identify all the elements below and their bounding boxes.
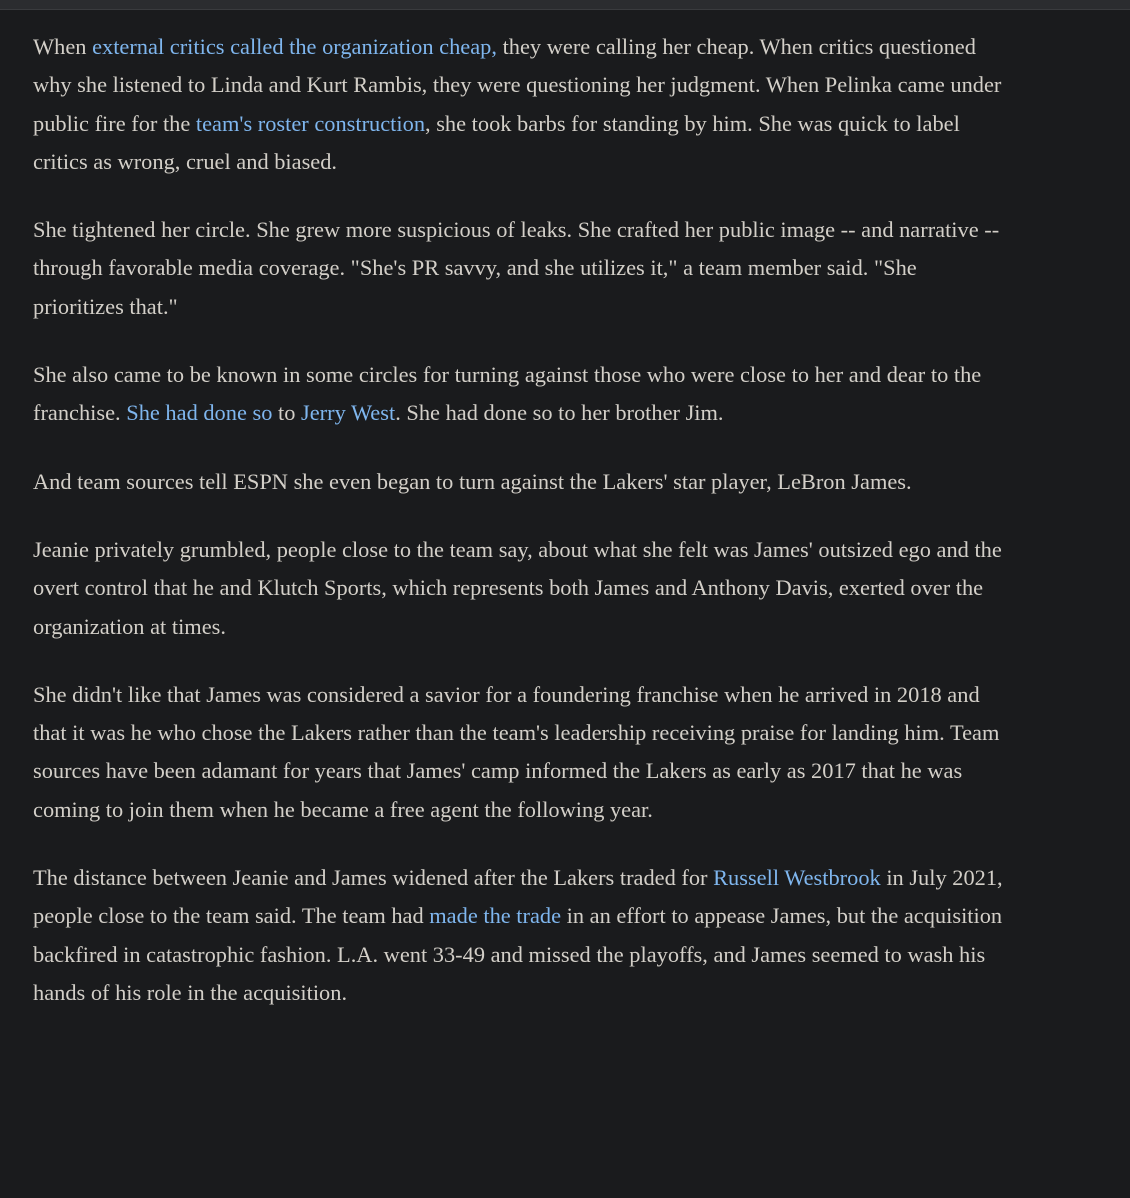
text-run: When [33, 34, 93, 59]
link-made-the-trade[interactable]: made the trade [429, 903, 562, 929]
top-toolbar-edge [0, 0, 1130, 10]
text-run: , she took barbs for standing by him. She was quick to label critics as wrong, cruel and biased. [33, 110, 960, 174]
paragraph-1 [33, 28, 1008, 181]
paragraph-4 [33, 463, 1008, 501]
text-run: Jeanie privately grumbled, people close to the team say, about what she felt was James' outsized ego and the overt control that he and Klutch Sports, which represents both James and Anthony Davis, exerted over the organization at times. [33, 536, 1002, 639]
paragraph-6 [33, 676, 1008, 829]
paragraph-3 [33, 356, 1008, 433]
paragraph-5 [33, 531, 1008, 646]
text-run: She also came to be known in some circles for turning against those who were close to her and dear to the franchise. [33, 362, 982, 426]
link-she-had-done-so[interactable]: She had done so [126, 400, 273, 426]
text-run: She didn't like that James was considered a savior for a foundering franchise when he arrived in 2018 and that it was he who chose the Lakers rather than the team's leadership receiving praise for landing him. Team sources have been adamant for years that James' camp informed the Lakers as early as 2017 that he was coming to join them when he became a free agent the following year. [33, 681, 1000, 822]
text-run: in July 2021, people close to the team said. The team had [33, 865, 1003, 929]
text-run: The distance between Jeanie and James widened after the Lakers traded for [33, 865, 714, 891]
text-run: And team sources tell ESPN she even began to turn against the Lakers' star player, LeBron James. [33, 468, 912, 494]
text-run: . She had done so to her brother Jim. [395, 400, 724, 426]
text-run: in an effort to appease James, but the acquisition backfired in catastrophic fashion. L.A. went 33-49 and missed the playoffs, and James seemed to wash his hands of his role in the acquisition. [33, 903, 1003, 1005]
text-run: they were calling her cheap. When critics questioned why she listened to Linda and Kurt Rambis, they were questioning her judgment. When Pelinka came under public fire for the [33, 34, 1002, 136]
text-run: to [272, 400, 302, 426]
link-jerry-west[interactable]: Jerry West [301, 400, 396, 426]
paragraph-2 [33, 211, 1008, 326]
link-roster-construction[interactable]: team's roster construction [195, 110, 426, 136]
link-russell-westbrook[interactable]: Russell Westbrook [713, 865, 881, 891]
article-body [33, 28, 1008, 1042]
text-run: She tightened her circle. She grew more suspicious of leaks. She crafted her public image -- and narrative -- through favorable media coverage. "She's PR savvy, and she utilizes it," a team member said. "She prioritizes that." [33, 217, 1000, 319]
paragraph-7 [33, 859, 1008, 1012]
link-external-critics[interactable]: external critics called the organization cheap, [92, 34, 497, 59]
